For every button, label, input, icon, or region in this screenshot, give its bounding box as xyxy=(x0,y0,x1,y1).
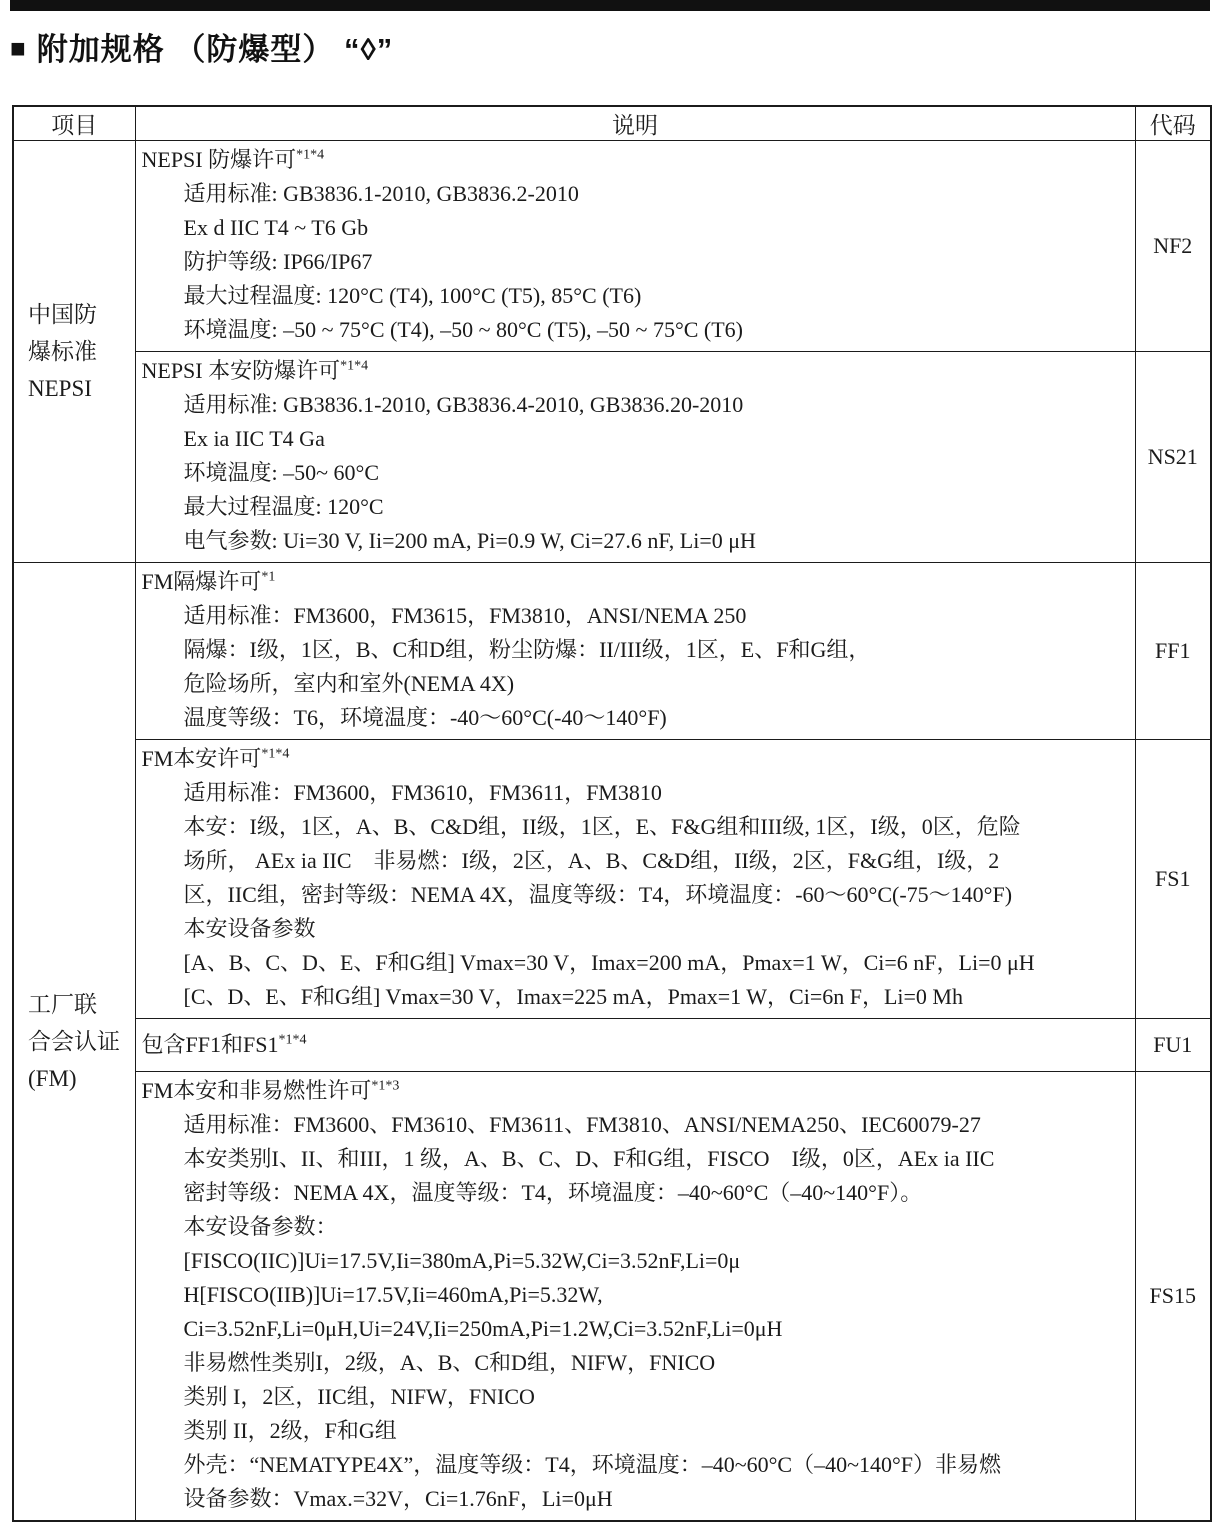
cert-line: 区，IIC组，密封等级：NEMA 4X，温度等级：T4，环境温度：-60～60°C(-75～140°F) xyxy=(183,882,1013,907)
cert-line: Ex d IIC T4 ~ T6 Gb xyxy=(183,215,369,240)
description-cell-ns21 xyxy=(135,352,1135,563)
description-cell-fs1 xyxy=(135,740,1135,1019)
cert-heading xyxy=(142,742,1129,776)
item-line: 合会认证 xyxy=(28,1029,120,1054)
cert-heading-text: 包含FF1和FS1 xyxy=(141,1032,279,1057)
description-cell-nf2 xyxy=(135,141,1135,352)
top-rule xyxy=(10,0,1210,11)
footnote-superscript: *1 xyxy=(261,569,276,585)
table-row-ff1 xyxy=(13,563,1211,740)
cert-line: H[FISCO(IIB)]Ui=17.5V,Ii=460mA,Pi=5.32W, xyxy=(183,1282,603,1307)
cert-heading-text: NEPSI 本安防爆许可 xyxy=(141,358,341,383)
cert-heading xyxy=(142,565,1129,599)
cert-heading xyxy=(142,354,1129,388)
code-cell: FF1 xyxy=(1135,563,1211,740)
table-row-fs15 xyxy=(13,1072,1211,1522)
table-row-nf2 xyxy=(13,141,1211,352)
footnote-superscript: *1*4 xyxy=(296,147,325,163)
cert-line: [FISCO(IIC)]Ui=17.5V,Ii=380mA,Pi=5.32W,Ci=3.52nF,Li=0μ xyxy=(183,1248,741,1273)
cert-line: 环境温度: –50~ 60°C xyxy=(183,460,379,485)
table-row-fs1 xyxy=(13,740,1211,1019)
cert-line: 适用标准：FM3600，FM3610，FM3611，FM3810 xyxy=(183,780,662,805)
cert-line: 适用标准：FM3600，FM3615，FM3810，ANSI/NEMA 250 xyxy=(183,603,747,628)
description-cell-ff1 xyxy=(135,563,1135,740)
code-cell: FS15 xyxy=(1135,1072,1211,1522)
cert-heading xyxy=(142,1074,1129,1108)
table-row-fu1 xyxy=(13,1019,1211,1072)
cert-line: 外壳：“NEMATYPE4X”，温度等级：T4，环境温度：–40~60°C（–40~140°F）非易燃 xyxy=(183,1452,1002,1477)
cert-line: 电气参数: Ui=30 V, Ii=200 mA, Pi=0.9 W, Ci=27.6 nF, Li=0 μH xyxy=(183,528,756,553)
cert-line: 本安：I级，1区，A、B、C&D组，II级，1区，E、F&G组和III级, 1区，I级，0区，危险 xyxy=(183,814,1021,839)
item-line: 爆标准 xyxy=(28,339,97,364)
item-cell-fm xyxy=(13,563,135,1522)
cert-line: 类别 II，2级，F和G组 xyxy=(183,1418,397,1443)
column-header-item: 项目 xyxy=(13,106,135,141)
code-cell: NS21 xyxy=(1135,352,1211,563)
description-cell-fu1 xyxy=(135,1019,1135,1072)
section-marker-icon: ■ xyxy=(10,32,27,63)
item-line: (FM) xyxy=(28,1066,77,1091)
cert-line: 适用标准: GB3836.1-2010, GB3836.2-2010 xyxy=(183,181,579,206)
cert-line: [A、B、C、D、E、F和G组] Vmax=30 V，Imax=200 mA，Pmax=1 W，Ci=6 nF，Li=0 μH xyxy=(183,950,1035,975)
cert-line: [C、D、E、F和G组] Vmax=30 V，Imax=225 mA，Pmax=1 W，Ci=6n F，Li=0 Mh xyxy=(183,984,963,1009)
cert-line: 最大过程温度: 120°C (T4), 100°C (T5), 85°C (T6) xyxy=(183,283,642,308)
item-line: 中国防 xyxy=(28,302,97,327)
column-header-description: 说明 xyxy=(135,106,1135,141)
code-cell: FS1 xyxy=(1135,740,1211,1019)
cert-line: 隔爆：I级，1区，B、C和D组，粉尘防爆：II/III级，1区，E、F和G组， xyxy=(183,637,871,662)
footnote-superscript: *1*3 xyxy=(371,1078,400,1094)
cert-heading-text: FM本安许可 xyxy=(141,746,262,771)
cert-line: 本安设备参数： xyxy=(183,1214,338,1239)
column-header-code: 代码 xyxy=(1135,106,1211,141)
footnote-superscript: *1*4 xyxy=(261,746,290,762)
spec-table xyxy=(12,105,1212,1522)
cert-heading-text: NEPSI 防爆许可 xyxy=(141,147,297,172)
cert-heading xyxy=(142,1028,1129,1062)
code-cell: NF2 xyxy=(1135,141,1211,352)
header-row xyxy=(13,106,1211,141)
cert-line: 本安类别I、II、和III，1 级，A、B、C、D、F和G组，FISCO I级，0区，AEx ia IIC xyxy=(183,1146,995,1171)
cert-line: 非易燃性类别I，2级，A、B、C和D组，NIFW，FNICO xyxy=(183,1350,716,1375)
cert-line: 危险场所，室内和室外(NEMA 4X) xyxy=(183,671,515,696)
cert-line: 温度等级：T6，环境温度：-40～60°C(-40～140°F) xyxy=(183,705,667,730)
cert-line: 环境温度: –50 ~ 75°C (T4), –50 ~ 80°C (T5), –50 ~ 75°C (T6) xyxy=(183,317,744,342)
cert-line: 防护等级: IP66/IP67 xyxy=(183,249,373,274)
cert-line: 类别 I，2区，IIC组，NIFW，FNICO xyxy=(183,1384,535,1409)
item-line: NEPSI xyxy=(28,376,92,401)
cert-heading-text: FM隔爆许可 xyxy=(141,569,262,594)
cert-line: 设备参数：Vmax.=32V，Ci=1.76nF，Li=0μH xyxy=(183,1486,613,1511)
code-cell: FU1 xyxy=(1135,1019,1211,1072)
cert-line: 适用标准: GB3836.1-2010, GB3836.4-2010, GB3836.20-2010 xyxy=(183,392,744,417)
page-title xyxy=(10,24,393,69)
cert-line: 适用标准：FM3600、FM3610、FM3611、FM3810、ANSI/NEMA250、IEC60079-27 xyxy=(183,1112,981,1137)
cert-line: 本安设备参数 xyxy=(183,916,316,941)
cert-line: Ci=3.52nF,Li=0μH,Ui=24V,Ii=250mA,Pi=1.2W,Ci=3.52nF,Li=0μH xyxy=(183,1316,783,1341)
table-row-ns21 xyxy=(13,352,1211,563)
item-line: 工厂联 xyxy=(28,992,97,1017)
description-cell-fs15 xyxy=(135,1072,1135,1522)
cert-heading-text: FM本安和非易燃性许可 xyxy=(141,1078,372,1103)
cert-line: 密封等级：NEMA 4X，温度等级：T4，环境温度：–40~60°C（–40~140°F）。 xyxy=(183,1180,923,1205)
item-cell-nepsi xyxy=(13,141,135,563)
cert-line: 最大过程温度: 120°C xyxy=(183,494,384,519)
cert-line: Ex ia IIC T4 Ga xyxy=(183,426,325,451)
footnote-superscript: *1*4 xyxy=(340,358,369,374)
page-title-text: 附加规格 （防爆型） “◊” xyxy=(36,32,394,67)
cert-line: 场所， AEx ia IIC 非易燃：I级，2区，A、B、C&D组，II级，2区，F&G组，I级，2 xyxy=(183,848,1000,873)
cert-heading xyxy=(142,143,1129,177)
footnote-superscript: *1*4 xyxy=(278,1032,307,1048)
